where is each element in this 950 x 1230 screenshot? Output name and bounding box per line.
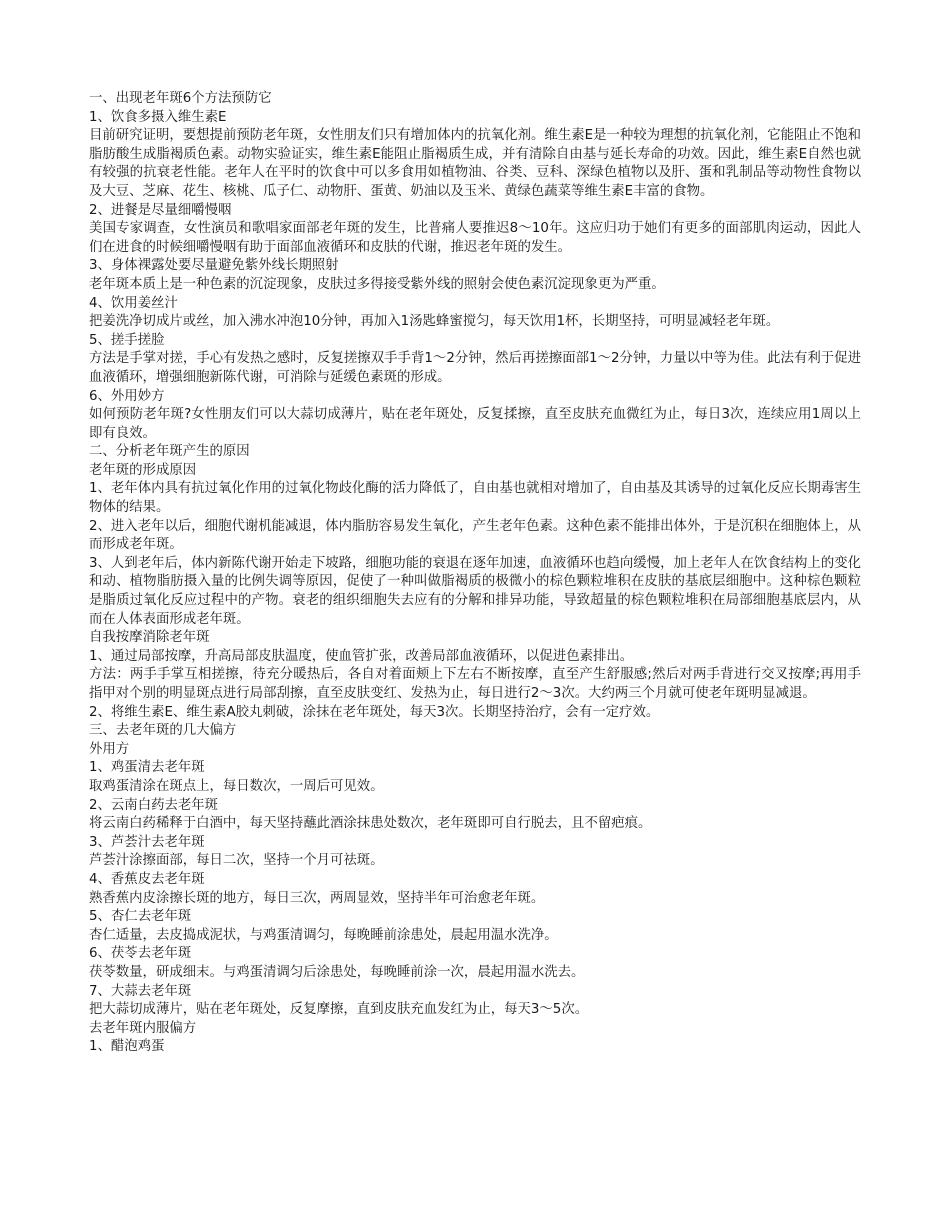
subheading-garlic: 7、大蒜去老年斑 [89, 983, 192, 999]
subheading-banana-peel: 4、香蕉皮去老年斑 [89, 871, 205, 887]
subheading-chew-slowly: 2、进餐是尽量细嚼慢咽 [89, 202, 232, 218]
paragraph-cause-2: 2、进入老年以后，细胞代谢机能减退，体内脂肪容易发生氧化，产生老年色素。这种色素不能排出体外，于是沉积在细胞体上，从而形成老年斑。 [89, 518, 861, 553]
subheading-almond: 5、杏仁去老年斑 [89, 909, 192, 925]
section-heading-remedies: 三、去老年斑的几大偏方 [89, 723, 237, 739]
subheading-rub-hands-face: 5、搓手搓脸 [89, 332, 165, 348]
subheading-formation-causes: 老年斑的形成原因 [89, 462, 197, 478]
paragraph-chew-slowly: 美国专家调查，女性演员和歌唱家面部老年斑的发生，比普痛人要推迟8～10年。这应归功于她们有更多的面部肌肉运动，因此人们在进食的时候细嚼慢咽有助于面部血液循环和皮肤的代谢，推迟老年斑的发生。 [89, 221, 861, 255]
paragraph-almond: 杏仁适量，去皮捣成泥状，与鸡蛋清调匀，每晚睡前涂患处，晨起用温水洗净。 [89, 927, 558, 943]
paragraph-cause-3: 3、人到老年后，体内新陈代谢开始走下坡路，细胞功能的衰退在逐年加速，血液循环也趋向缓慢，加上老年人在饮食结构上的变化和动、植物脂肪摄入量的比例失调等原因，促使了一种叫做脂褐质的极微小的棕色颗粒堆积在皮肤的基底层细胞中。这种棕色颗粒是脂质过氧化反应过程中的产物。衰老的组织细胞失去应有的分解和排异功能，导致超量的棕色颗粒堆积在局部细胞基底层内，从而在人体表面形成老年斑。 [89, 555, 861, 627]
paragraph-banana-peel: 熟香蕉内皮涂擦长斑的地方，每日三次，两周显效，坚持半年可治愈老年斑。 [89, 890, 545, 906]
document-body [89, 90, 861, 1057]
subheading-ginger-juice: 4、饮用姜丝汁 [89, 295, 178, 311]
paragraph-yunnan-baiyao: 将云南白药稀释于白酒中，每天坚持蘸此酒涂抹患处数次，老年斑即可自行脱去，且不留疤痕。 [89, 816, 652, 832]
paragraph-external-remedy: 如何预防老年斑?女性朋友们可以大蒜切成薄片，贴在老年斑处，反复揉擦，直至皮肤充血微红为止，每日3次，连续应用1周以上即有良效。 [89, 407, 861, 441]
subheading-poria: 6、茯苓去老年斑 [89, 946, 192, 962]
paragraph-garlic: 把大蒜切成薄片，贴在老年斑处，反复摩擦，直到皮肤充血发红为止，每天3～5次。 [89, 1002, 589, 1018]
subheading-yunnan-baiyao: 2、云南白药去老年斑 [89, 797, 219, 813]
paragraph-vitamin-e: 目前研究证明，要想提前预防老年斑，女性朋友们只有增加体内的抗氧化剂。维生素E是一种较为理想的抗氧化剂，它能阻止不饱和脂肪酸生成脂褐质色素。动物实验证实，维生素E能阻止脂褐质生成，并有清除自由基与延长寿命的功效。因此，维生素E自然也就有较强的抗衰老性能。老年人在平时的饮食中可以多食用如植物油、谷类、豆科、深绿色植物以及肝、蛋和乳制品等动物性食物以及大豆、芝麻、花生、核桃、瓜子仁、动物肝、蛋黄、奶油以及玉米、黄绿色蔬菜等维生素E丰富的食物。 [89, 128, 861, 199]
paragraph-massage-2: 2、将维生素E、维生素A胶丸刺破，涂抹在老年斑处，每天3次。长期坚持治疗，会有一定疗效。 [89, 704, 660, 720]
paragraph-poria: 茯苓数量，研成细末。与鸡蛋清调匀后涂患处，每晚睡前涂一次，晨起用温水洗去。 [89, 964, 585, 980]
paragraph-aloe-juice: 芦荟汁涂擦面部，每日二次，坚持一个月可祛斑。 [89, 853, 384, 869]
paragraph-massage-1: 1、通过局部按摩，升高局部皮肤温度，使血管扩张，改善局部血液循环，以促进色素排出。 [89, 648, 634, 664]
paragraph-massage-method: 方法：两手手掌互相搓擦，待充分暖热后，各自对着面颊上下左右不断按摩，直至产生舒服感;然后对两手背进行交叉按摩;再用手指甲对个别的明显斑点进行局部刮擦，直至皮肤变红、发热为止，每日进行2～3次。大约两三个月就可使老年斑明显减退。 [89, 667, 861, 701]
paragraph-rub-hands-face: 方法是手掌对搓，手心有发热之感时，反复搓擦双手手背1～2分钟，然后再搓擦面部1～2分钟，力量以中等为佳。此法有利于促进血液循环，增强细胞新陈代谢，可消除与延缓色素斑的形成。 [89, 351, 861, 385]
subheading-vitamin-e: 1、饮食多摄入维生素E [89, 109, 227, 125]
subheading-internal-remedies: 去老年斑内服偏方 [89, 1020, 197, 1036]
paragraph-ginger-juice: 把姜洗净切成片或丝，加入沸水冲泡10分钟，再加入1汤匙蜂蜜搅匀，每天饮用1杯，长期坚持，可明显减轻老年斑。 [89, 314, 780, 330]
subheading-aloe-juice: 3、芦荟汁去老年斑 [89, 834, 205, 850]
subheading-vinegar-egg: 1、醋泡鸡蛋 [89, 1039, 165, 1055]
paragraph-cause-1: 1、老年体内具有抗过氧化作用的过氧化物歧化酶的活力降低了，自由基也就相对增加了，自由基及其诱导的过氧化反应长期毒害生物体的结果。 [89, 481, 861, 516]
section-heading-prevention: 一、出现老年斑6个方法预防它 [89, 91, 272, 106]
subheading-external-remedy: 6、外用妙方 [89, 388, 165, 404]
subheading-external-use: 外用方 [89, 741, 130, 757]
subheading-self-massage: 自我按摩消除老年斑 [89, 630, 210, 646]
section-heading-causes: 二、分析老年斑产生的原因 [89, 444, 250, 460]
paragraph-egg-white: 取鸡蛋清涂在斑点上，每日数次，一周后可见效。 [89, 778, 384, 794]
subheading-egg-white: 1、鸡蛋清去老年斑 [89, 760, 205, 776]
paragraph-avoid-uv: 老年斑本质上是一种色素的沉淀现象，皮肤过多得接受紫外线的照射会使色素沉淀现象更为严重。 [89, 276, 665, 292]
subheading-avoid-uv: 3、身体裸露处要尽量避免紫外线长期照射 [89, 258, 339, 274]
